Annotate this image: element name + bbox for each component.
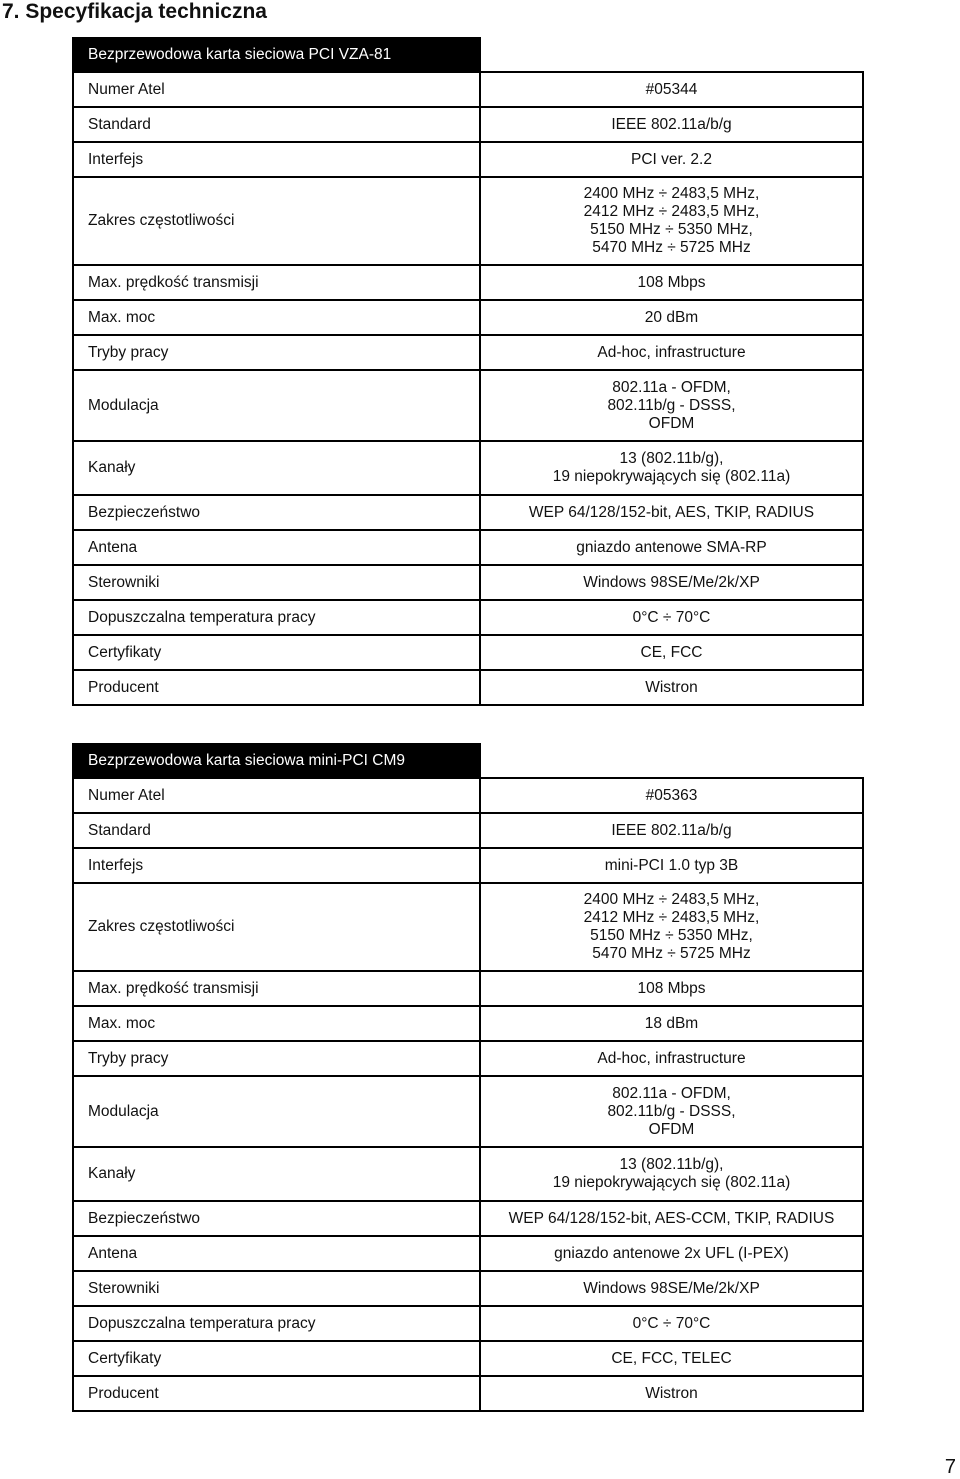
table-row [73,1271,863,1306]
spec-label: Interfejs [73,142,480,177]
table-row [73,813,863,848]
spec-label: Numer Atel [73,72,480,107]
spec-label: Zakres częstotliwości [73,883,480,971]
spec-label: Certyfikaty [73,635,480,670]
table-row [73,300,863,335]
table-row [73,72,863,107]
spec-label: Producent [73,670,480,705]
table-row [73,441,863,495]
table-row [73,107,863,142]
spec-label: Producent [73,1376,480,1411]
spec-label: Numer Atel [73,778,480,813]
spec-value: Windows 98SE/Me/2k/XP [480,565,863,600]
spec-value: 108 Mbps [480,971,863,1006]
table-row [73,1306,863,1341]
table-row [73,971,863,1006]
table-row [73,265,863,300]
spec-value: Ad-hoc, infrastructure [480,1041,863,1076]
spec-label: Sterowniki [73,1271,480,1306]
spec-label: Bezpieczeństwo [73,1201,480,1236]
spec-label: Kanały [73,1147,480,1201]
spec-label: Max. prędkość transmisji [73,265,480,300]
spec-value: 2400 MHz ÷ 2483,5 MHz, 2412 MHz ÷ 2483,5 MHz, 5150 MHz ÷ 5350 MHz, 5470 MHz ÷ 5725 MHz [480,883,863,971]
table-row [73,530,863,565]
table-row [73,1376,863,1411]
spec-value: 18 dBm [480,1006,863,1041]
spec-value: 2400 MHz ÷ 2483,5 MHz, 2412 MHz ÷ 2483,5 MHz, 5150 MHz ÷ 5350 MHz, 5470 MHz ÷ 5725 MHz [480,177,863,265]
spec-label: Zakres częstotliwości [73,177,480,265]
spec-value: 802.11a - OFDM, 802.11b/g - DSSS, OFDM [480,1076,863,1147]
spec-label: Modulacja [73,1076,480,1147]
spec-value: PCI ver. 2.2 [480,142,863,177]
table-row [73,1341,863,1376]
spec-label: Certyfikaty [73,1341,480,1376]
spec-value: IEEE 802.11a/b/g [480,107,863,142]
table-row [73,635,863,670]
spec-value: CE, FCC, TELEC [480,1341,863,1376]
spec-label: Kanały [73,441,480,495]
spec-value: WEP 64/128/152-bit, AES-CCM, TKIP, RADIUS [480,1201,863,1236]
table-row [73,778,863,813]
table-row [73,565,863,600]
table-row [73,1041,863,1076]
spec-value: 13 (802.11b/g), 19 niepokrywających się (802.11a) [480,441,863,495]
spec-label: Standard [73,107,480,142]
spec-value: Wistron [480,670,863,705]
spec-label: Dopuszczalna temperatura pracy [73,1306,480,1341]
spec-value: #05344 [480,72,863,107]
table-row [73,495,863,530]
page-number: 7 [944,1456,956,1478]
spec-label: Dopuszczalna temperatura pracy [73,600,480,635]
spec-value: 0°C ÷ 70°C [480,600,863,635]
spec-value: gniazdo antenowe 2x UFL (I-PEX) [480,1236,863,1271]
table-row [73,848,863,883]
table-row [73,1236,863,1271]
table-header: Bezprzewodowa karta sieciowa PCI VZA-81 [73,38,480,72]
spec-value: 0°C ÷ 70°C [480,1306,863,1341]
spec-table-pci-vza81 [72,37,864,706]
spec-label: Antena [73,1236,480,1271]
spec-label: Max. moc [73,1006,480,1041]
table-row [73,1076,863,1147]
spec-value: 802.11a - OFDM, 802.11b/g - DSSS, OFDM [480,370,863,441]
spec-value: WEP 64/128/152-bit, AES, TKIP, RADIUS [480,495,863,530]
spec-value: Windows 98SE/Me/2k/XP [480,1271,863,1306]
table-row [73,600,863,635]
table-row [73,142,863,177]
spec-label: Tryby pracy [73,1041,480,1076]
spec-value: #05363 [480,778,863,813]
spec-table-minipci-cm9 [72,743,864,1412]
spec-label: Sterowniki [73,565,480,600]
spec-label: Antena [73,530,480,565]
table-header: Bezprzewodowa karta sieciowa mini-PCI CM9 [73,744,480,778]
spec-value: Ad-hoc, infrastructure [480,335,863,370]
spec-label: Max. prędkość transmisji [73,971,480,1006]
spec-value: Wistron [480,1376,863,1411]
table-row [73,335,863,370]
spec-value: 13 (802.11b/g), 19 niepokrywających się (802.11a) [480,1147,863,1201]
table-row [73,370,863,441]
table-row [73,883,863,971]
table-row [73,670,863,705]
spec-label: Interfejs [73,848,480,883]
spec-label: Bezpieczeństwo [73,495,480,530]
page-title: 7. Specyfikacja techniczna [2,0,267,23]
spec-value: IEEE 802.11a/b/g [480,813,863,848]
spec-label: Standard [73,813,480,848]
table-row [73,1147,863,1201]
spec-label: Tryby pracy [73,335,480,370]
spec-value: CE, FCC [480,635,863,670]
table-row [73,177,863,265]
table-row [73,1201,863,1236]
spec-value: gniazdo antenowe SMA-RP [480,530,863,565]
table-row [73,1006,863,1041]
spec-value: 20 dBm [480,300,863,335]
spec-label: Max. moc [73,300,480,335]
spec-value: mini-PCI 1.0 typ 3B [480,848,863,883]
spec-value: 108 Mbps [480,265,863,300]
spec-label: Modulacja [73,370,480,441]
